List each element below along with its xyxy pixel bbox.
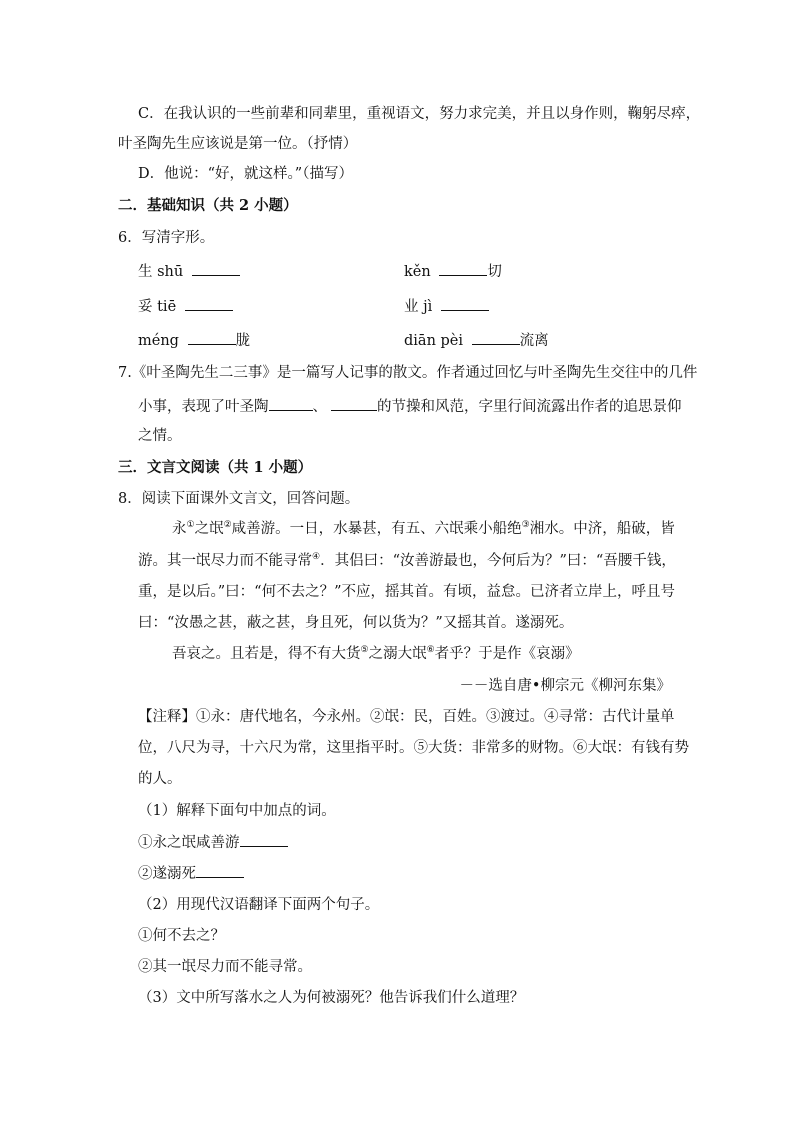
q6-item-2 [404, 261, 502, 282]
sub-question-2a: ①何不去之？ [138, 928, 225, 944]
passage-text: 吾哀之。且若是，得不有大货 [172, 646, 361, 662]
passage-text: 咸善游。一日，水暴甚，有五、六氓乘小船绝 [231, 521, 522, 537]
footnote-marker: ② [223, 520, 232, 531]
answer-blank[interactable] [472, 330, 520, 345]
section-3-heading: 三．文言文阅读（共 1 小题） [118, 459, 313, 476]
notes-line1: 【注释】①永：唐代地名，今永州。②氓：民，百姓。③渡过。④寻常：古代计量单 [138, 709, 675, 725]
q6-item-4 [404, 296, 489, 317]
q6-item-6-prefix: diān pèi [404, 333, 464, 349]
passage-text: 湘水。中济，船破，皆 [529, 521, 675, 537]
passage-source: －－选自唐•柳宗元《柳河东集》 [459, 678, 671, 694]
q6-item-6 [404, 330, 549, 351]
passage-line5 [172, 644, 580, 664]
q6-item-4-prefix: 业 jì [404, 299, 433, 315]
answer-blank[interactable] [188, 330, 236, 345]
footnote-marker: ③ [521, 520, 530, 531]
answer-blank[interactable] [269, 396, 313, 411]
sub-question-text: ②遂溺死 [138, 866, 196, 882]
option-c-line1: C．在我认识的一些前辈和同辈里，重视语文，努力求完美，并且以身作则，鞠躬尽瘁， [138, 106, 701, 122]
passage-text: ．其侣曰：“汝善游最也，今何后为？”曰：“吾腰千钱， [320, 553, 676, 569]
sub-question-2-title: （2）用现代汉语翻译下面两个句子。 [138, 897, 380, 913]
passage-text: 之氓 [194, 521, 224, 537]
q6-item-3 [138, 296, 233, 317]
q7-separator: 、 [312, 399, 327, 415]
answer-blank[interactable] [240, 832, 288, 847]
footnote-marker: ④ [312, 552, 321, 563]
q6-item-2-suffix: 切 [487, 264, 502, 280]
option-d: D．他说：“好，就这样。”（描写） [138, 166, 353, 182]
answer-blank[interactable] [196, 863, 244, 878]
footnote-marker: ① [186, 520, 195, 531]
passage-line2 [138, 551, 676, 571]
question-7-line3: 之情。 [138, 428, 182, 444]
passage-text: 游。其一氓尽力而不能寻常 [138, 553, 312, 569]
option-c-line2: 叶圣陶先生应该说是第一位。（抒情） [118, 136, 358, 152]
q6-item-2-prefix: kěn [404, 264, 431, 280]
answer-blank[interactable] [439, 261, 487, 276]
passage-text: 之溺大氓 [368, 646, 427, 662]
sub-question-2b: ②其一氓尽力而不能寻常。 [138, 959, 312, 975]
sub-question-1-title: （1）解释下面句中加点的词。 [138, 803, 336, 819]
q6-item-5-prefix: méng [138, 333, 179, 349]
footnote-marker: ⑥ [426, 645, 435, 656]
passage-text: 者乎？于是作《哀溺》 [434, 646, 580, 662]
passage-line4: 曰：“汝愚之甚，蔽之甚，身且死，何以货为？”又摇其首。遂溺死。 [138, 615, 574, 631]
question-7-line2 [138, 396, 682, 417]
q7-text-a: 小事，表现了叶圣陶 [138, 399, 269, 415]
sub-question-text: ①永之氓咸善游 [138, 835, 240, 851]
answer-blank[interactable] [331, 396, 377, 411]
question-7-line1: 7.《叶圣陶先生二三事》是一篇写人记事的散文。作者通过回忆与叶圣陶先生交往中的几件 [118, 365, 698, 381]
notes-line3: 的人。 [138, 771, 182, 787]
sub-question-1a [138, 832, 288, 853]
q6-item-1 [138, 261, 240, 282]
sub-question-1b [138, 863, 244, 884]
q6-item-1-prefix: 生 shū [138, 264, 184, 280]
q6-item-3-prefix: 妥 tiē [138, 299, 177, 315]
notes-line2: 位，八尺为寻，十六尺为常，这里指平时。⑤大货：非常多的财物。⑥大氓：有钱有势 [138, 740, 689, 756]
section-2-heading: 二．基础知识（共 2 小题） [118, 197, 298, 214]
q7-text-b: 的节操和风范，字里行间流露出作者的追思景仰 [377, 399, 682, 415]
q6-item-6-suffix: 流离 [519, 333, 549, 349]
answer-blank[interactable] [441, 296, 489, 311]
question-6-title: 6．写清字形。 [118, 230, 215, 246]
q6-item-5 [138, 330, 250, 351]
passage-line3: 重，是以后。”曰：“何不去之？”不应，摇其首。有顷，益怠。已济者立岸上，呼且号 [138, 584, 675, 600]
answer-blank[interactable] [192, 261, 240, 276]
q6-item-5-suffix: 胧 [235, 333, 251, 349]
question-8-title: 8．阅读下面课外文言文，回答问题。 [118, 491, 360, 507]
passage-text: 永 [172, 521, 187, 537]
answer-blank[interactable] [185, 296, 233, 311]
footnote-marker: ⑤ [360, 645, 369, 656]
sub-question-3-title: （3）文中所写落水之人为何被溺死？他告诉我们什么道理？ [138, 990, 525, 1006]
passage-line1 [172, 519, 675, 539]
